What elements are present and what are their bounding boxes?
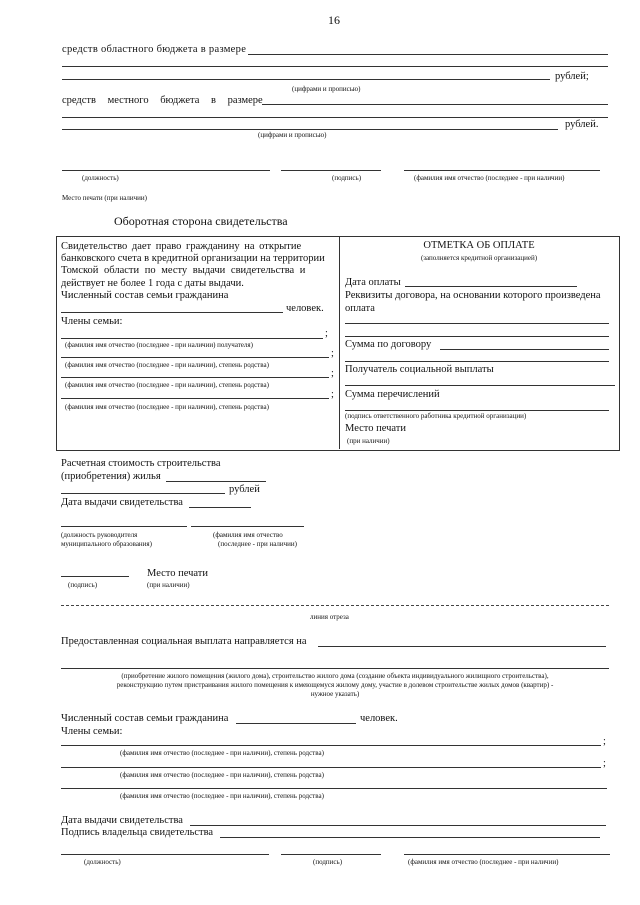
local-budget-rubles: рублей. [565,119,599,130]
member-field-2[interactable] [61,357,329,358]
payment-mark-subtitle: (заполняется кредитной организацией) [420,254,538,262]
local-budget-line2[interactable] [62,117,608,118]
signature-hint-1: (подпись) [332,174,362,182]
contract-details-field-2[interactable] [345,336,609,337]
reverse-side-title: Оборотная сторона свидетельства [114,214,288,228]
family-size-people: человек. [286,303,324,314]
member-sep-3: ; [331,368,334,379]
stamp-hint-1: Место печати (при наличии) [62,194,147,202]
certificate-rights-line-3: Томской области по месту выдачи свидетельства и [61,265,306,276]
head-position-hint-1: (должность руководителя [61,531,138,539]
stub-family-size-people: человек. [360,713,398,724]
stub-purpose-hint-2: реконструкцию путем пристраивания жилого помещения к имеющемуся жилому дому, участие в долевом строительстве жилых домов (квартир) - [116,681,554,689]
stub-member-hint-3: (фамилия имя отчество (последнее - при наличии), степень родства) [120,792,324,800]
transfer-sum-label: Сумма перечислений [345,389,440,400]
stamp2-signature-hint: (подпись) [68,581,98,589]
regional-budget-field[interactable] [248,54,608,55]
signature-line-1[interactable] [281,170,381,171]
payment-stamp-label: Место печати [345,423,407,434]
stub-purpose-hint-1: (приобретение жилого помещения (жилого дома), строительство жилого дома (создание объекта индивидуального жилищного строительства), [121,672,549,680]
stamp2-label: Место печати [147,568,209,579]
certificate-rights-line-2: банковского счета в кредитной организации на территории [61,253,325,264]
local-budget-field[interactable] [262,104,608,105]
cost-label-2: (приобретения) жилья [61,471,161,482]
stub-family-size-label: Численный состав семьи гражданина [61,713,229,724]
cut-line [61,605,609,606]
contract-sum-field-2[interactable] [345,361,609,362]
member-sep-2: ; [331,348,334,359]
regional-budget-hint: (цифрами и прописью) [292,85,361,93]
local-budget-line3[interactable] [62,129,558,130]
stub-member-field-1[interactable] [61,745,601,746]
family-members-label: Члены семьи: [61,316,123,327]
stub-issue-date-field[interactable] [190,825,606,826]
transfer-sum-field[interactable] [345,410,609,411]
stub-purpose-field[interactable] [61,668,609,669]
stub-position-field[interactable] [61,854,269,855]
payment-stamp-hint: (при наличии) [347,437,390,445]
member-field-recipient[interactable] [61,338,323,339]
issue-date-field[interactable] [189,507,251,508]
contract-details-label: Реквизиты договора, на основании которого произведена [345,290,601,301]
regional-budget-label: средств областного бюджета в размере [62,44,247,55]
officer-signature-hint: (подпись ответственного работника кредитной организации) [345,412,527,420]
certificate-rights-line-4: действует не более 1 года с даты выдачи. [61,278,244,289]
stub-owner-sign-field[interactable] [220,837,600,838]
payment-label: оплата [345,303,375,314]
stub-member-field-3[interactable] [61,788,607,789]
payment-date-label: Дата оплаты [345,277,401,288]
local-budget-hint: (цифрами и прописью) [258,131,327,139]
stub-directed-field[interactable] [318,646,606,647]
payment-mark-title: ОТМЕТКА ОБ ОПЛАТЕ [423,240,535,251]
head-position-field[interactable] [61,526,187,527]
page-number: 16 [328,13,340,27]
recipient-field[interactable] [345,385,615,386]
stub-member-sep-1: ; [603,736,606,747]
cost-label-1: Расчетная стоимость строительства [61,458,221,469]
head-name-hint-2: (последнее - при наличии) [218,540,297,548]
position-hint-1: (должность) [82,174,119,182]
stub-directed-label: Предоставленная социальная выплата направляется на [61,636,307,647]
contract-sum-field[interactable] [440,349,609,350]
family-size-field[interactable] [61,312,283,313]
stub-owner-sign-label: Подпись владельца свидетельства [61,827,214,838]
stub-position-hint: (должность) [84,858,121,866]
stub-signature-hint: (подпись) [313,858,343,866]
stub-fullname-field[interactable] [404,854,610,855]
contract-details-field-1[interactable] [345,323,609,324]
cost-field-1[interactable] [166,481,266,482]
regional-budget-line3[interactable] [62,79,550,80]
stub-members-label: Члены семьи: [61,726,123,737]
cut-line-label: линия отреза [310,613,349,621]
issue-date-label: Дата выдачи свидетельства [61,497,183,508]
member-hint-4: (фамилия имя отчество (последнее - при наличии), степень родства) [65,403,269,411]
member-field-4[interactable] [61,398,329,399]
member-field-3[interactable] [61,377,329,378]
stamp-signature-field[interactable] [61,576,129,577]
stub-issue-date-label: Дата выдачи свидетельства [61,815,183,826]
member-hint-2: (фамилия имя отчество (последнее - при наличии), степень родства) [65,361,269,369]
regional-budget-rubles: рублей; [555,71,589,82]
member-hint-3: (фамилия имя отчество (последнее - при наличии), степень родства) [65,381,269,389]
head-name-field[interactable] [191,526,304,527]
family-size-label: Численный состав семьи гражданина [61,290,229,301]
recipient-label: Получатель социальной выплаты [345,364,494,375]
table-divider [339,236,340,449]
stub-member-sep-2: ; [603,758,606,769]
payment-date-field[interactable] [405,286,577,287]
position-line-1[interactable] [62,170,270,171]
head-position-hint-2: муниципального образования) [61,540,152,548]
local-budget-label: средств местного бюджета в размере [62,95,263,106]
member-sep-4: ; [331,389,334,400]
certificate-rights-line-1: Свидетельство дает право гражданину на открытие [61,241,302,252]
stub-member-hint-2: (фамилия имя отчество (последнее - при наличии), степень родства) [120,771,324,779]
member-sep-1: ; [325,328,328,339]
stub-family-size-field[interactable] [236,723,356,724]
regional-budget-line2[interactable] [62,66,608,67]
member-hint-recipient: (фамилия имя отчество (последнее - при наличии) получателя) [65,341,253,349]
stub-purpose-hint-3: нужное указать) [310,690,360,698]
cost-rubles: рублей [229,484,260,495]
stub-fullname-hint: (фамилия имя отчество (последнее - при наличии) [408,858,559,866]
stub-signature-field[interactable] [281,854,381,855]
contract-sum-label: Сумма по договору [345,339,432,350]
stub-member-hint-1: (фамилия имя отчество (последнее - при наличии), степень родства) [120,749,324,757]
fullname-hint-1: (фамилия имя отчество (последнее - при наличии) [414,174,565,182]
fullname-line-1[interactable] [404,170,600,171]
stub-member-field-2[interactable] [61,767,601,768]
head-name-hint-1: (фамилия имя отчество [213,531,283,539]
stamp2-hint: (при наличии) [147,581,190,589]
cost-field-2[interactable] [61,493,225,494]
